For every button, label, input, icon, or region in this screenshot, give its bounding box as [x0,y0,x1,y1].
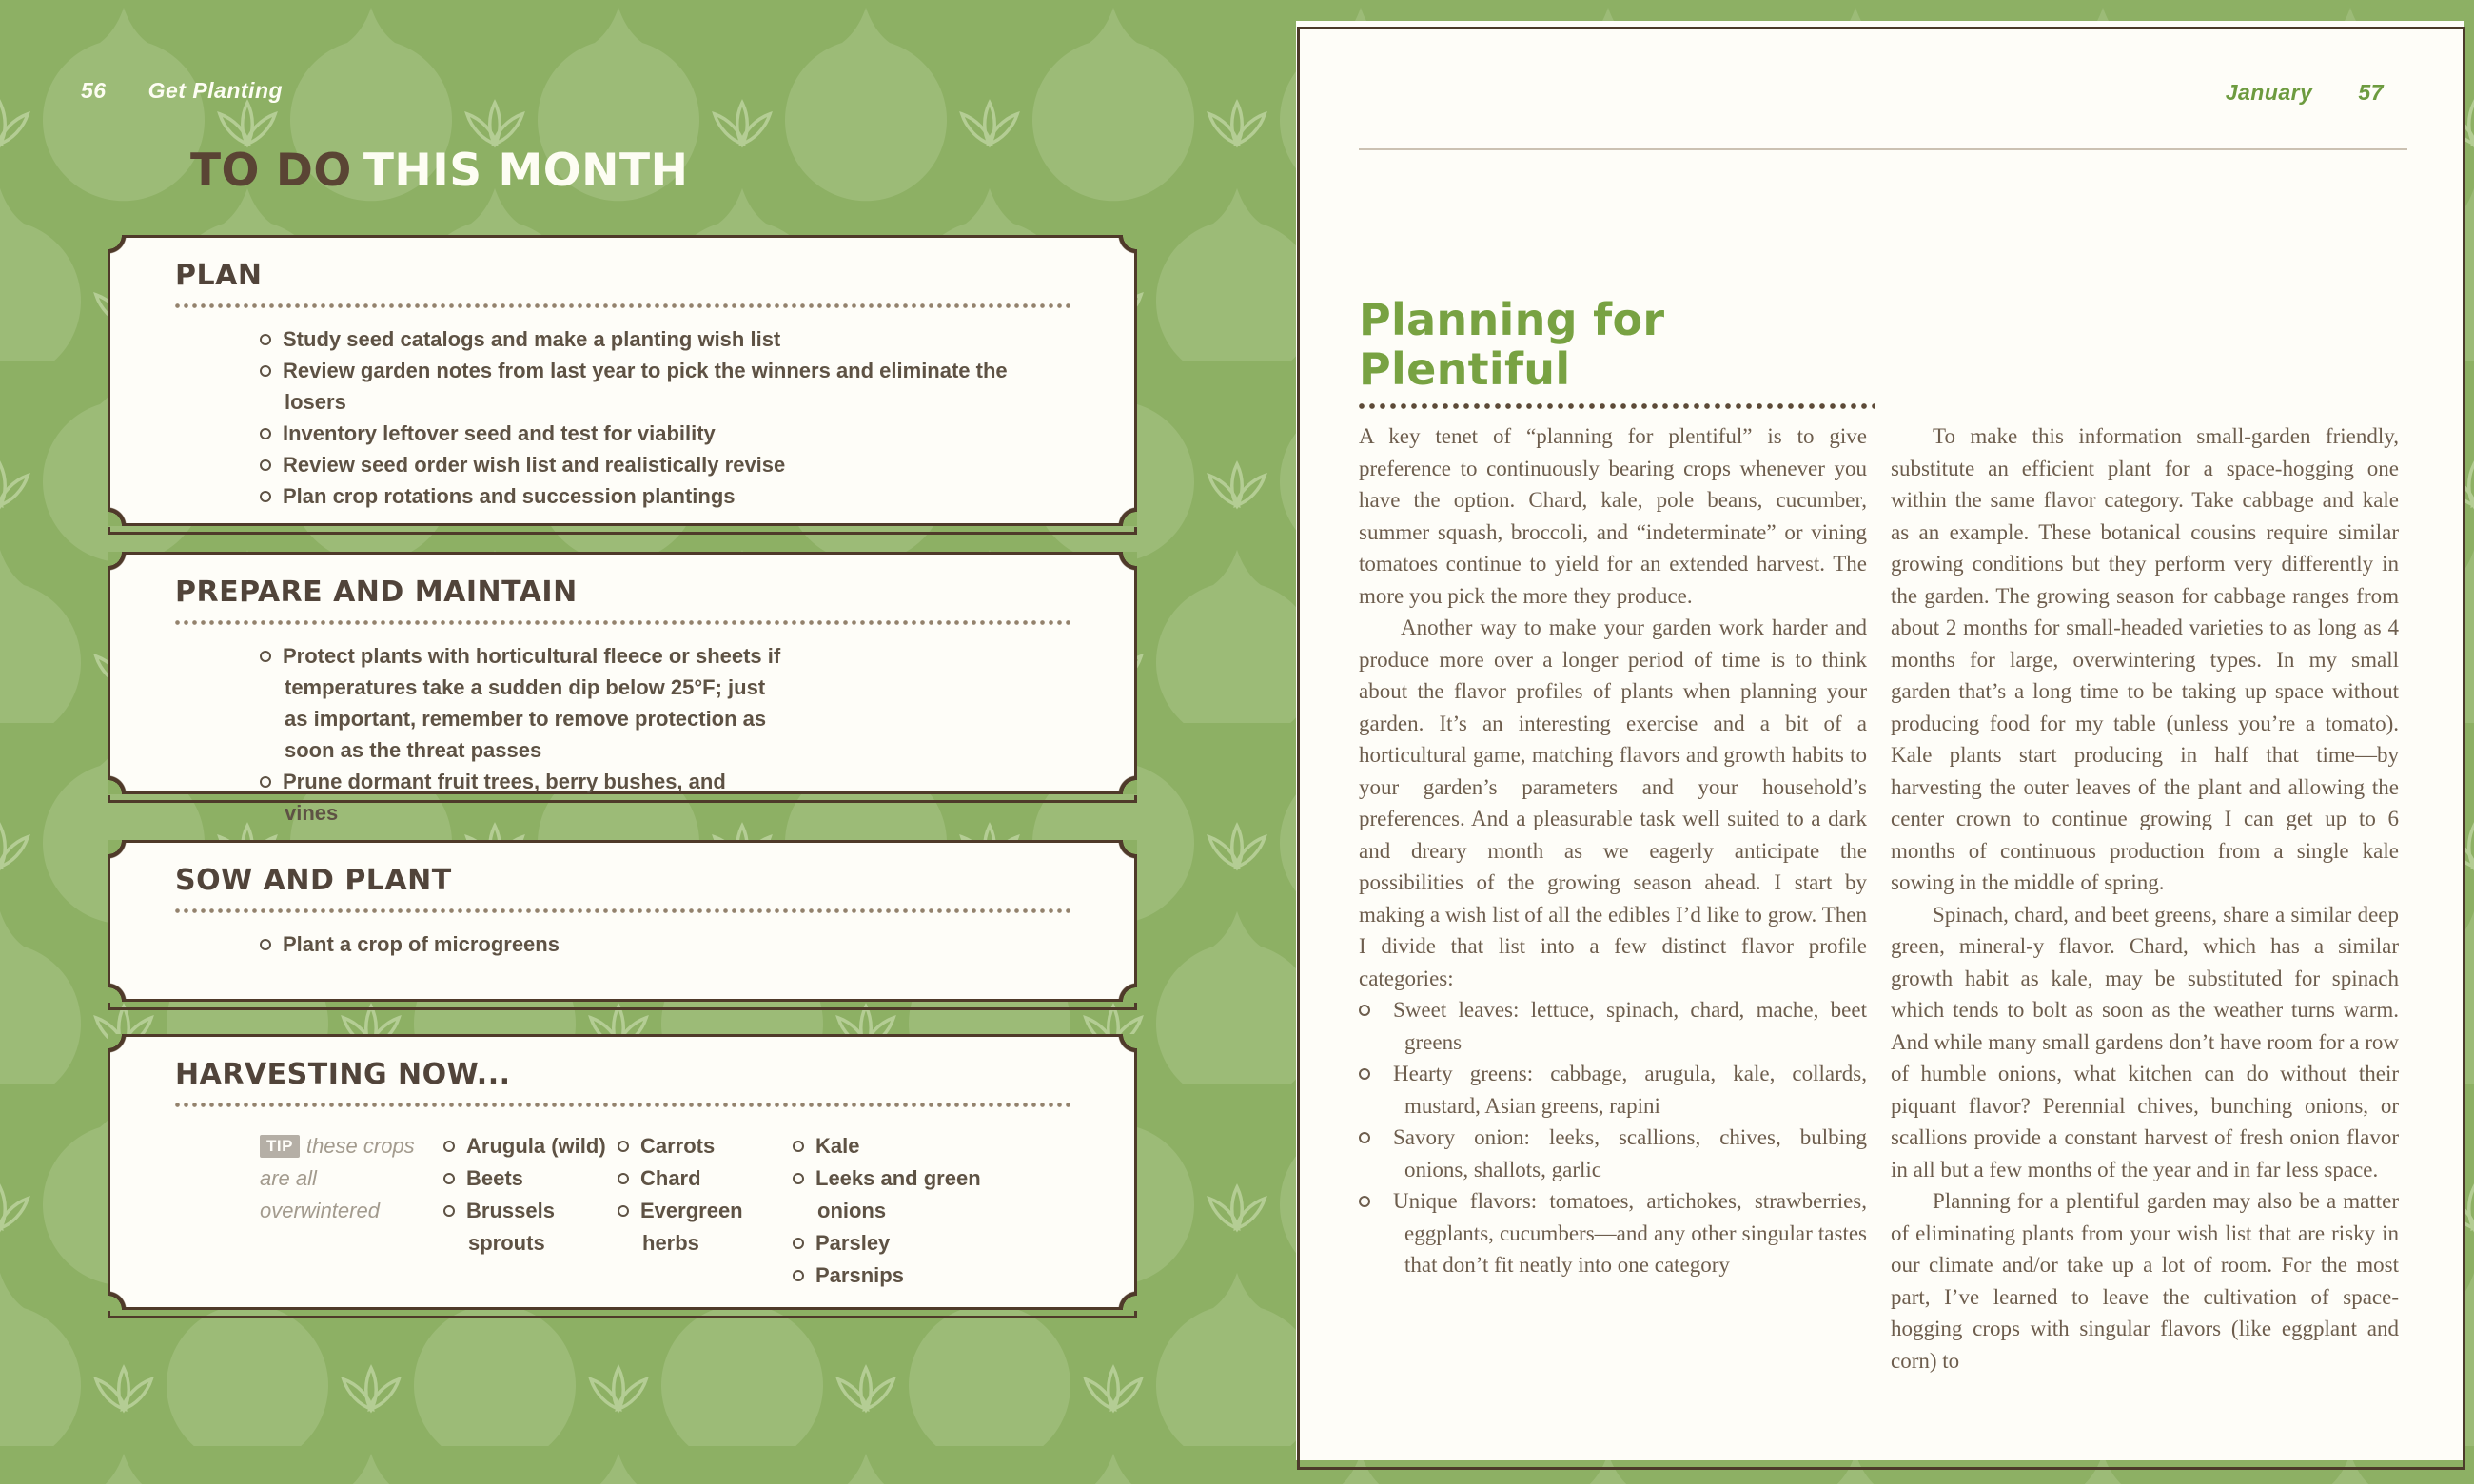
heading-dotted-divider [1359,403,1875,409]
left-running-title: Get Planting [147,78,284,103]
todo-box-harvesting [108,1034,1137,1310]
corner-ornament [1113,235,1137,259]
bullet-ring-icon [618,1205,629,1217]
paragraph: Another way to make your garden work harder and produce more over a longer period of time is to think about the flavor profiles of plants when planning your garden. It’s an interesting exercise and a bit of a horticultural game, matching flavors and growth habits to your garden’s parameters and your household’s preferences. And a pleasurable task well suited to a dark and dreary month as we eagerly anticipate the possibilities of the growing season ahead. I start by making a wish list of all the edibles I’d like to grow. Then I divide that list into a few distinct flavor profile categories: [1359,615,1867,990]
right-running-head [2226,80,2384,106]
box-items-prepare [260,640,782,829]
corner-ornament [108,840,131,864]
bullet-ring-icon [260,428,271,439]
bullet-ring-icon [793,1173,804,1184]
list-item: Review seed order wish list and realistically revise [260,449,1058,480]
list-item: Parsnips [793,1259,983,1292]
bullet-ring-icon [443,1205,455,1217]
bullet-ring-icon [618,1173,629,1184]
article-column-2 [1891,420,2399,1377]
bullet-ring-icon [260,491,271,502]
page-title-accent: TO DO [190,145,352,197]
corner-ornament [108,552,131,576]
corner-ornament [1113,552,1137,576]
right-running-title: January [2225,80,2313,105]
bullet-ring-icon [793,1238,804,1249]
list-item: Parsley [793,1227,983,1259]
harvest-column-2 [618,1130,779,1259]
corner-ornament [108,502,131,526]
header-rule [1359,148,2407,150]
list-item: Plan crop rotations and succession plantings [260,480,1058,512]
list-item: Protect plants with horticultural fleece or sheets if temperatures take a sudden dip below 25°F; just as important, remember to remove protection as soon as the threat passes [260,640,782,766]
left-running-head [81,78,283,104]
corner-ornament [108,978,131,1002]
corner-ornament [108,235,131,259]
box-header-prepare: PREPARE AND MAINTAIN [175,576,578,609]
box-header-harvesting: HARVESTING NOW... [175,1058,511,1091]
box-items-plan [260,323,1058,512]
list-item: Inventory leftover seed and test for viability [260,418,1058,449]
bullet-ring-icon [260,776,271,788]
paragraph: Spinach, chard, and beet greens, share a similar deep green, mineral-y flavor. Chard, which has a similar growth habit as kale, may be substituted for spinach which tends to bolt as soon as the weather turns warm. And while many small gardens don’t have room for a row of humble onions, what kitchen can do without their piquant flavor? Perennial chives, bunching onions, or scallions provide a constant harvest of fresh onion flavor in all but a few months of the year and in far less space. [1891,902,2399,1181]
article-heading-line2: Plentiful [1359,343,1571,395]
list-item: Plant a crop of microgreens [260,928,1058,960]
todo-box-sow [108,840,1137,1002]
list-item: Review garden notes from last year to pick the winners and eliminate the losers [260,355,1058,418]
corner-ornament [1113,502,1137,526]
corner-ornament [1113,771,1137,794]
bullet-ring-icon [260,651,271,662]
list-item: Beets [443,1162,613,1195]
flavor-bullet: Hearty greens: cabbage, arugula, kale, collards, mustard, Asian greens, rapini [1359,1058,1867,1122]
paragraph: A key tenet of “planning for plentiful” is to give preference to continuously bearing crops whenever you have the option. Chard, kale, pole beans, cucumber, summer squash, broccoli, and “indeterminate” or vining tomatoes continue to yield for an extended harvest. The more you pick the more they produce. [1359,424,1867,608]
harvest-column-3 [793,1130,983,1292]
article-heading [1359,295,1664,394]
list-item: Carrots [618,1130,779,1162]
corner-ornament [1113,840,1137,864]
bullet-ring-icon [443,1173,455,1184]
list-item: Brussels sprouts [443,1195,613,1259]
bullet-ring-icon [793,1141,804,1152]
list-item: Chard [618,1162,779,1195]
bullet-ring-icon [1359,1132,1370,1143]
list-item: Study seed catalogs and make a planting wish list [260,323,1058,355]
paragraph: Planning for a plentiful garden may also be a matter of eliminating plants from your wish list that are risky in our climate and/or take up a lot of room. For the most part, I’ve learned to leave the cultivation of space-hogging crops with singular flavors (like eggplant and corn) to [1891,1189,2399,1373]
right-page-number: 57 [2358,80,2384,105]
box-header-plan: PLAN [175,259,263,292]
todo-box-plan [108,235,1137,526]
dotted-divider [175,620,1071,625]
bullet-ring-icon [618,1141,629,1152]
harvest-columns [110,1130,1134,1320]
flavor-bullet: Sweet leaves: lettuce, spinach, chard, mache, beet greens [1359,994,1867,1058]
bullet-ring-icon [260,939,271,950]
todo-box-prepare [108,552,1137,825]
flavor-bullet: Unique flavors: tomatoes, artichokes, strawberries, eggplants, cucumbers—and any other singular tastes that don’t fit neatly into one category [1359,1185,1867,1281]
list-item: Arugula (wild) [443,1130,613,1162]
bullet-ring-icon [1359,1005,1370,1016]
list-item: Leeks and green onions [793,1162,983,1227]
harvest-column-1 [443,1130,613,1259]
corner-ornament [1113,978,1137,1002]
page-title [190,145,688,197]
flavor-bullet: Savory onion: leeks, scallions, chives, bulbing onions, shallots, garlic [1359,1122,1867,1185]
corner-ornament [108,771,131,794]
dotted-divider [175,908,1071,913]
list-item: Prune dormant fruit trees, berry bushes, and vines [260,766,782,829]
list-item: Evergreen herbs [618,1195,779,1259]
page-title-rest: THIS MONTH [363,145,689,197]
corner-ornament [108,1034,131,1058]
tip-badge: TIP [260,1135,300,1158]
paragraph: To make this information small-garden friendly, substitute an efficient plant for a space-hogging one within the same flavor category. Take cabbage and kale as an example. These botanical cousins require similar growing conditions but they perform very differently in the garden. The growing season for cabbage ranges from about 2 months for small-headed varieties to as long as 4 months for large, overwintering types. In my small garden that’s a long time to be taking up space without producing food for my table (unless you’re a tomato). Kale plants start producing in half that time—by harvesting the outer leaves of the plant and allowing the center crown to continue growing I can get up to 6 months of continuous production from a single kale sowing in the middle of spring. [1891,424,2399,894]
list-item: Kale [793,1130,983,1162]
bullet-ring-icon [793,1270,804,1281]
article-column-1 [1359,420,1867,1281]
bullet-ring-icon [260,459,271,471]
dotted-divider [175,1103,1071,1107]
bullet-ring-icon [443,1141,455,1152]
bullet-ring-icon [260,365,271,377]
bullet-ring-icon [260,334,271,345]
article-heading-line1: Planning for [1359,294,1665,345]
dotted-divider [175,303,1071,308]
corner-ornament [1113,1034,1137,1058]
box-items-sow [260,928,1058,960]
right-page [1296,21,2464,1460]
left-page-number: 56 [81,78,107,103]
harvest-tip [260,1130,422,1227]
box-header-sow: SOW AND PLANT [175,864,452,897]
bullet-ring-icon [1359,1068,1370,1080]
bullet-ring-icon [1359,1196,1370,1207]
tip-text: these crops are all overwintered [260,1134,415,1222]
